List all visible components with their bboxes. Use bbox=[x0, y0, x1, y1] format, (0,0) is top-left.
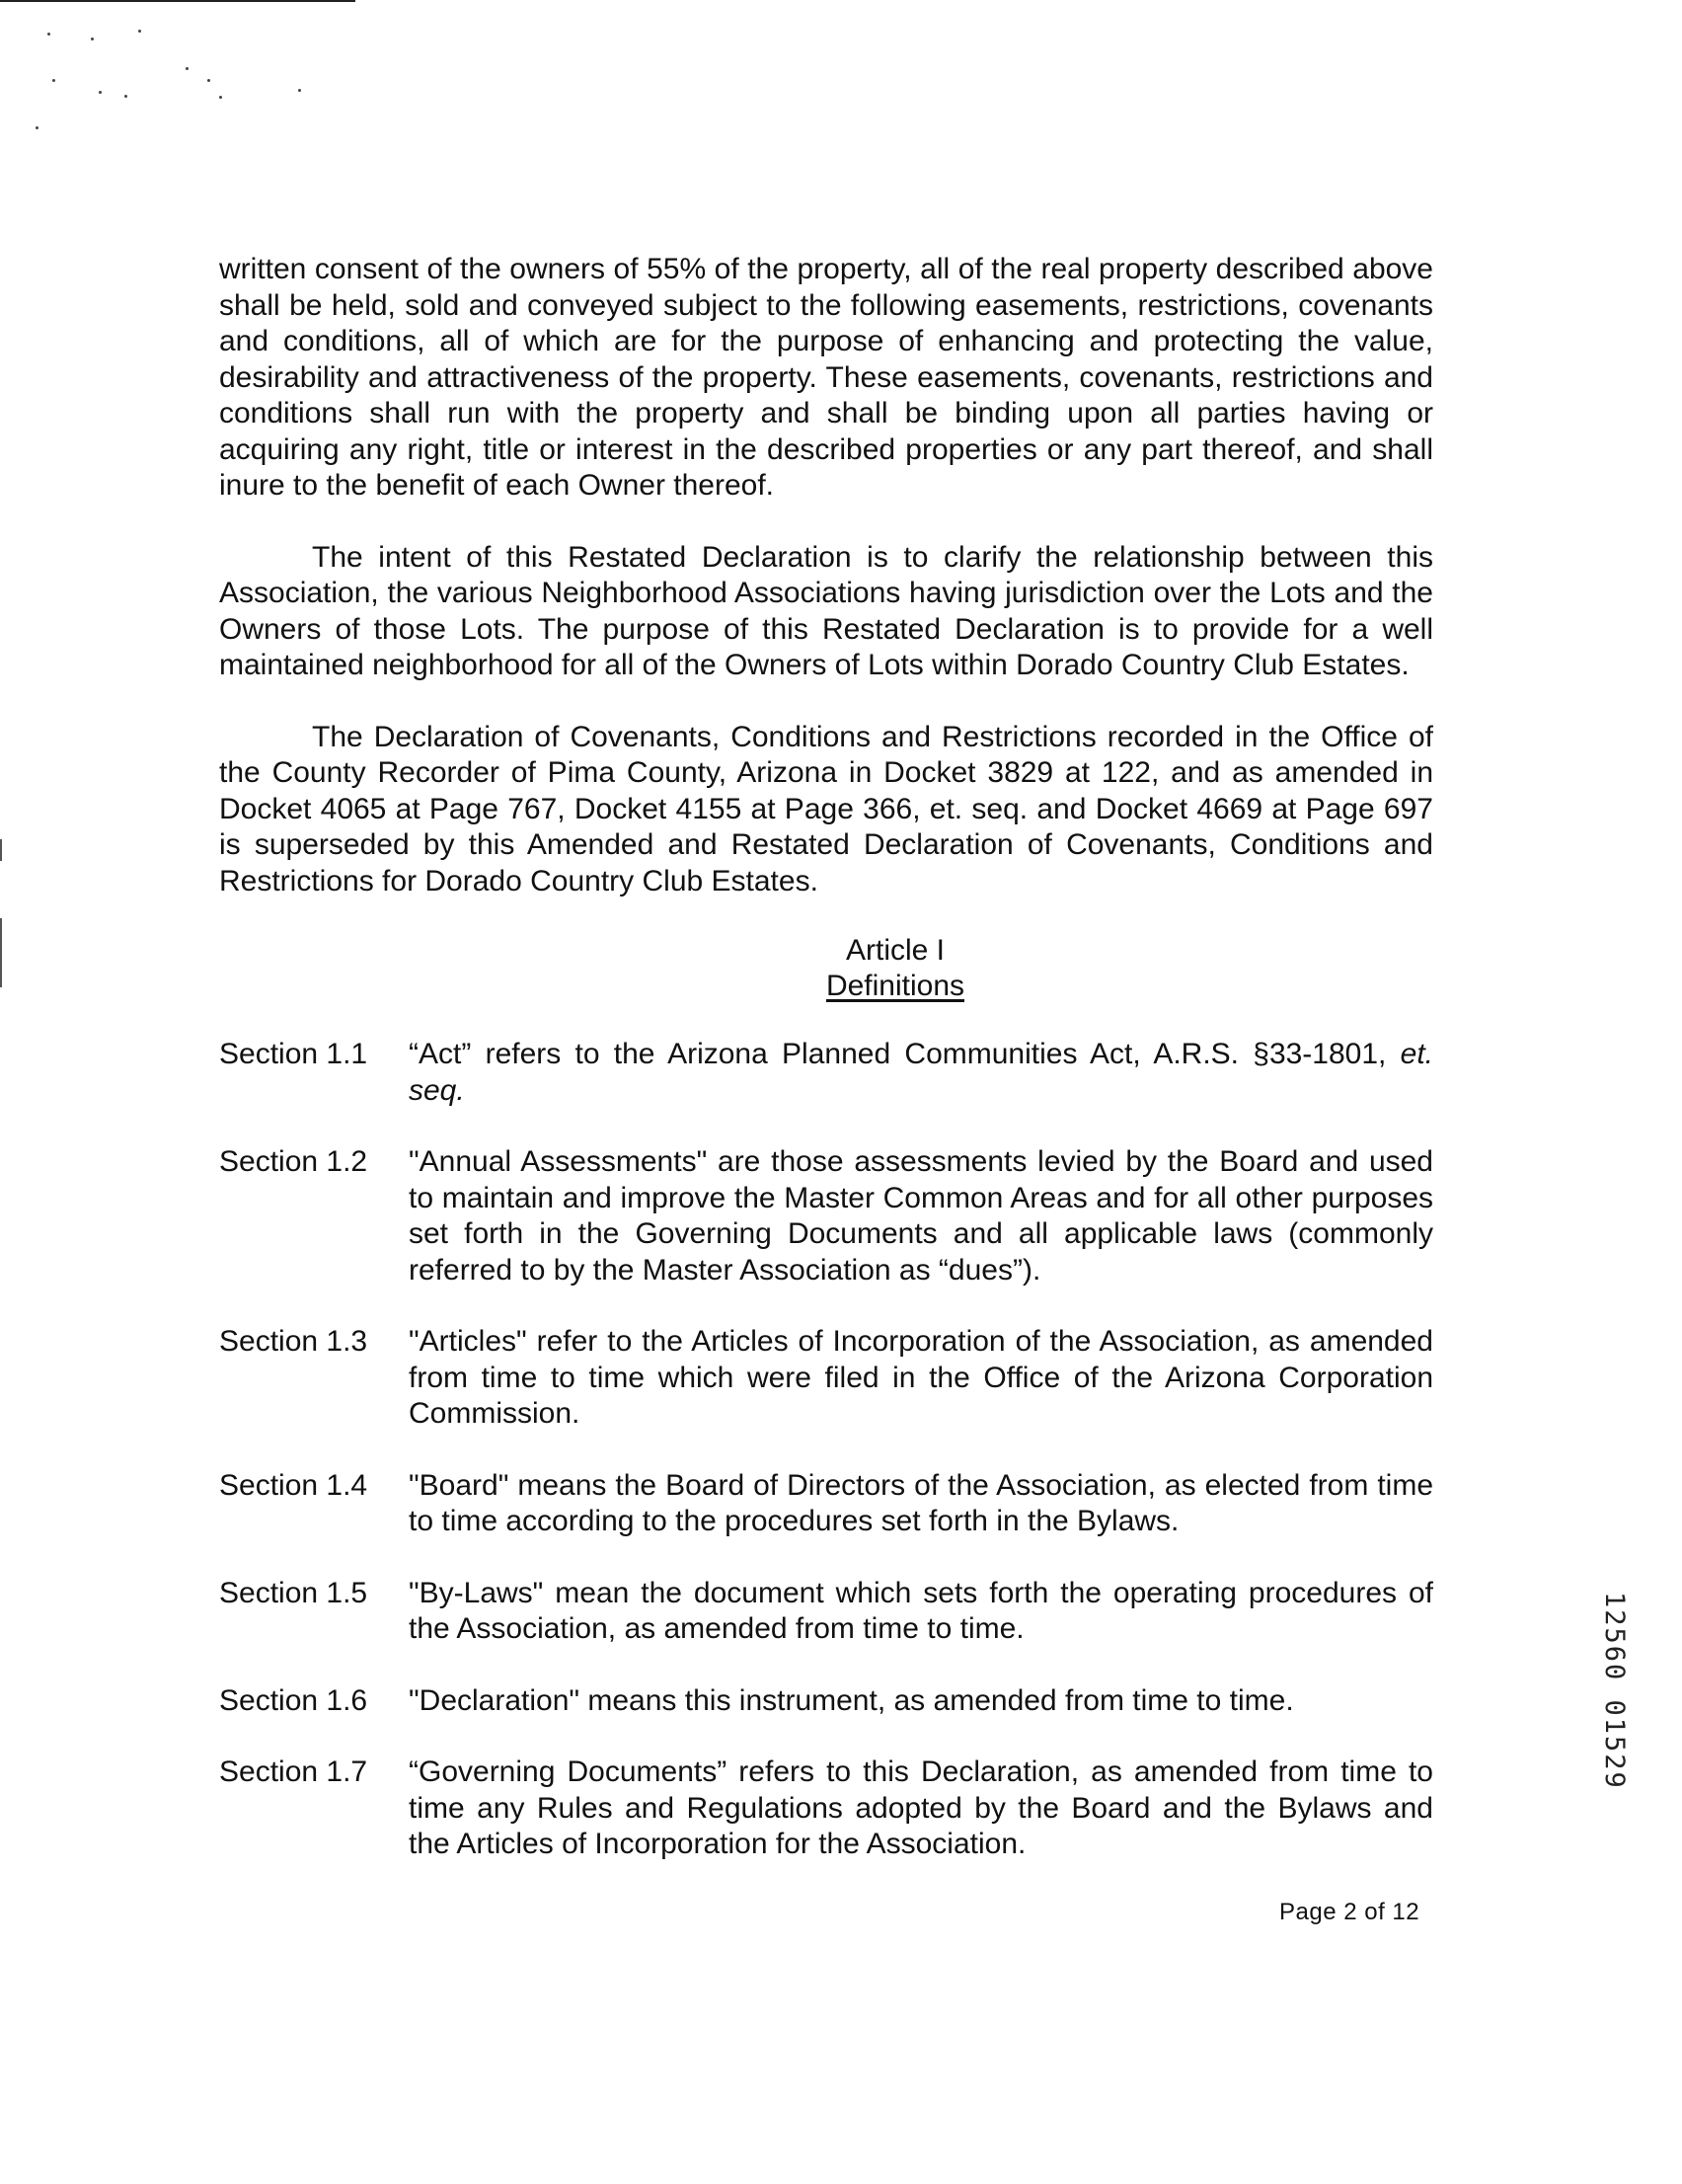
section-label: Section 1.2 bbox=[219, 1145, 368, 1178]
scan-edge-mark bbox=[0, 839, 2, 861]
paragraph-intent: The intent of this Restated Declaration is to clarify the relationship between this Association, the various Neighborhood Associations having jurisdiction over the Lots and the Owners of those Lots. The purpose of this Restated Declaration is to provide for a well maintained neighborhood for all of the Owners of Lots within Dorado Country Club Estates. bbox=[219, 540, 1433, 681]
scan-speck bbox=[298, 89, 301, 92]
scan-speck bbox=[186, 67, 189, 70]
scan-speck bbox=[52, 79, 55, 82]
scan-speck bbox=[207, 79, 210, 82]
document-body bbox=[219, 252, 1433, 1899]
definition-section bbox=[219, 1683, 1433, 1720]
section-label: Section 1.1 bbox=[219, 1038, 368, 1070]
scan-speck bbox=[219, 96, 222, 99]
definition-section bbox=[219, 1468, 1433, 1540]
recording-stamp: 12560 01529 bbox=[1599, 1592, 1630, 1790]
section-label: Section 1.7 bbox=[219, 1755, 368, 1788]
definition-section bbox=[219, 1144, 1433, 1288]
scan-speck bbox=[138, 30, 141, 33]
section-text: "By-Laws" mean the document which sets forth the operating procedures of the Association, as amended from time to time. bbox=[409, 1576, 1433, 1645]
section-text-main: “Act” refers to the Arizona Planned Communities Act, A.R.S. §33-1801, bbox=[409, 1038, 1387, 1070]
article-subtitle: Definitions bbox=[825, 970, 965, 1002]
section-label: Section 1.5 bbox=[219, 1576, 368, 1609]
scan-edge-mark bbox=[0, 918, 2, 987]
paragraph-supersedes: The Declaration of Covenants, Conditions and Restrictions recorded in the Office of the County Recorder of Pima County, Arizona in Docket 3829 at 122, and as amended in Docket 4065 at Page 767, Docket 4155 at Page 366, et. seq. and Docket 4669 at Page 697 is superseded by this Amended and Restated Declaration of Covenants, Conditions and Restrictions for Dorado Country Club Estates. bbox=[219, 720, 1433, 897]
section-text: "Declaration" means this instrument, as amended from time to time. bbox=[409, 1683, 1294, 1717]
section-text bbox=[409, 1037, 1433, 1109]
scan-speck bbox=[36, 126, 38, 129]
scan-top-rule bbox=[0, 0, 355, 2]
page-number: Page 2 of 12 bbox=[1279, 1899, 1420, 1925]
section-text-italic: et. seq. bbox=[409, 1038, 1433, 1107]
definition-section bbox=[219, 1037, 1433, 1109]
definition-section bbox=[219, 1324, 1433, 1433]
article-title: Article I bbox=[845, 934, 946, 967]
scan-speck bbox=[47, 33, 50, 36]
scan-speck bbox=[99, 91, 102, 94]
section-label: Section 1.6 bbox=[219, 1683, 368, 1717]
article-heading bbox=[219, 933, 1433, 1004]
section-text: “Governing Documents” refers to this Declaration, as amended from time to time any Rules and Regulations adopted by the Board and the Bylaws and the Articles of Incorporation for the Association. bbox=[409, 1755, 1433, 1860]
definition-section bbox=[219, 1576, 1433, 1648]
section-text: "Annual Assessments" are those assessments levied by the Board and used to maintain and improve the Master Common Areas and for all other purposes set forth in the Governing Documents and all applicable laws (commonly referred to by the Master Association as “dues”). bbox=[409, 1145, 1433, 1287]
section-label: Section 1.4 bbox=[219, 1468, 368, 1502]
definition-section bbox=[219, 1755, 1433, 1863]
section-text: "Board" means the Board of Directors of the Association, as elected from time to time according to the procedures set forth in the Bylaws. bbox=[409, 1468, 1433, 1537]
section-label: Section 1.3 bbox=[219, 1325, 368, 1358]
section-text: "Articles" refer to the Articles of Incorporation of the Association, as amended from time to time which were filed in the Office of the Arizona Corporation Commission. bbox=[409, 1325, 1433, 1430]
scan-speck bbox=[91, 38, 94, 40]
scan-speck bbox=[124, 95, 127, 98]
paragraph-covenants-scope: written consent of the owners of 55% of the property, all of the real property described above shall be held, sold and conveyed subject to the following easements, restrictions, covenants and conditions, all of which are for the purpose of enhancing and protecting the value, desirability and attractiveness of the property. These easements, covenants, restrictions and conditions shall run with the property and shall be binding upon all parties having or acquiring any right, title or interest in the described properties or any part thereof, and shall inure to the benefit of each Owner thereof. bbox=[219, 253, 1433, 502]
